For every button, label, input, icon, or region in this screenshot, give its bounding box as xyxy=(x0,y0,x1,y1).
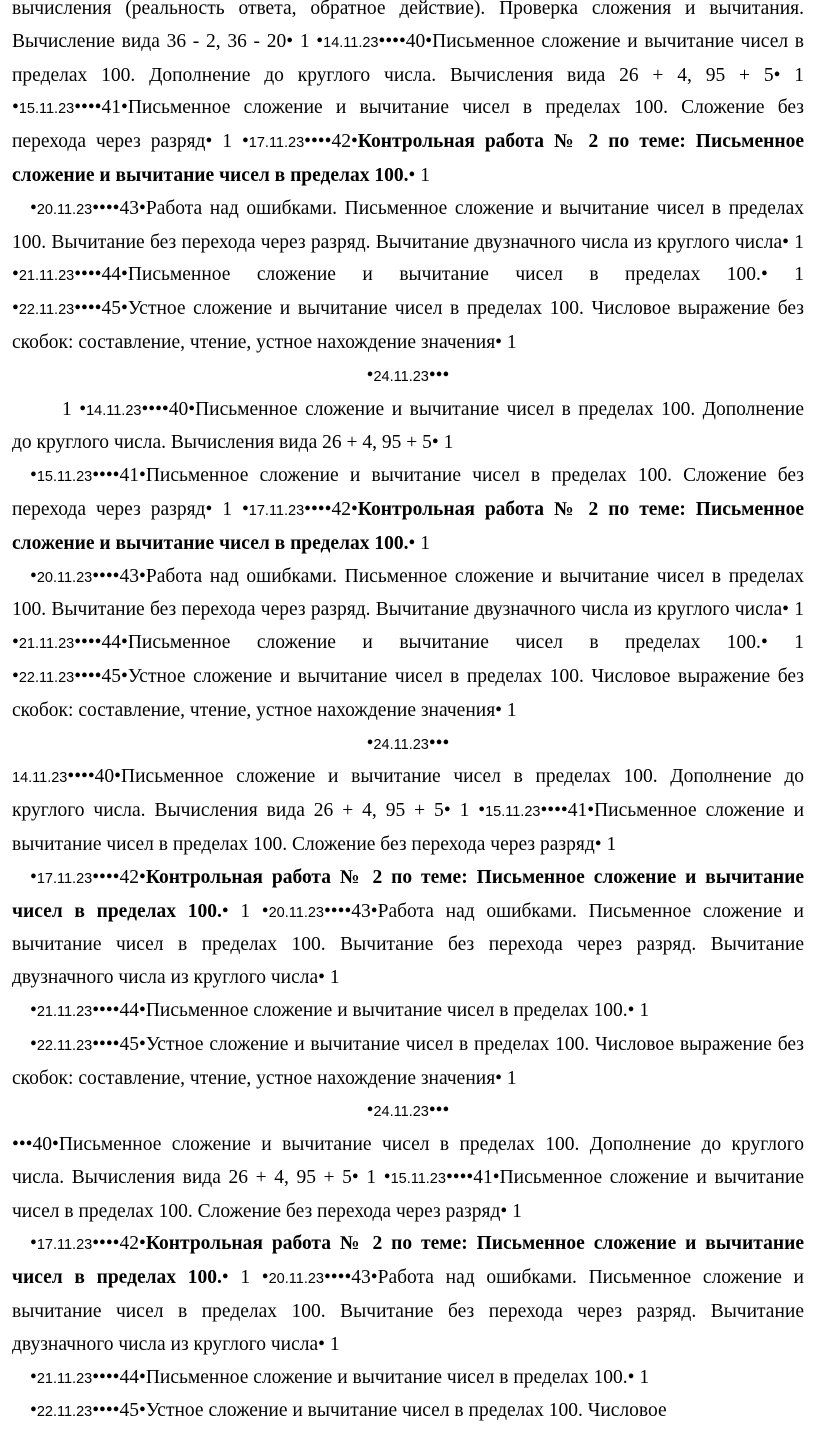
lesson-topic: Письменное сложение и вычитание чисел в пределах 100. Дополнение до круглого числа. Вычисления вида 26 + 4, 95 + 5 xyxy=(12,766,804,822)
lesson-topic: Письменное сложение и вычитание чисел в пределах 100. Дополнение до круглого числа. Вычисления вида 26 + 4, 95 + 5 xyxy=(12,398,805,454)
bullet-separator: • xyxy=(366,732,374,754)
lesson-date: 20.11.23 xyxy=(36,569,93,586)
lesson-date: 24.11.23 xyxy=(373,368,429,385)
bullet-separator: • xyxy=(30,565,37,587)
lesson-date: 15.11.23 xyxy=(18,101,75,118)
bullet-separator: • 1 xyxy=(408,532,430,554)
lesson-date: 22.11.23 xyxy=(36,1037,93,1054)
bullet-separator: • xyxy=(30,1400,37,1422)
lesson-date: 14.11.23 xyxy=(86,402,142,419)
lesson-plan-paragraph xyxy=(12,1129,804,1429)
closing-line xyxy=(12,1095,804,1129)
bullet-separator: • xyxy=(366,364,374,386)
lesson-date: 15.11.23 xyxy=(485,804,541,821)
bullet-separator: • 1 xyxy=(495,1067,517,1089)
bullet-separator: • 1 • xyxy=(351,1166,391,1188)
bullet-separator: • 1 • xyxy=(12,264,804,320)
lesson-number: ••••42• xyxy=(92,1233,146,1255)
lesson-date: 22.11.23 xyxy=(18,669,75,686)
lesson-date: 15.11.23 xyxy=(390,1170,446,1187)
bullet-separator: • 1 • xyxy=(12,64,804,119)
bullet-separator: • 1 xyxy=(495,331,517,353)
lesson-number: ••••41• xyxy=(445,1166,500,1188)
lesson-number: ••••41• xyxy=(540,800,595,822)
bullet-separator: • 1 • xyxy=(286,30,324,52)
lesson-topic: Письменное сложение и вычитание чисел в пределах 100. Сложение без перехода через разряд xyxy=(12,1166,804,1222)
bullet-separator: • xyxy=(30,866,37,888)
lesson-date: 24.11.23 xyxy=(373,1104,429,1121)
bullet-separator: • 1 xyxy=(627,1366,650,1388)
lesson-date: 14.11.23 xyxy=(323,34,379,51)
lesson-date: 17.11.23 xyxy=(248,502,305,519)
lesson-date: 14.11.23 xyxy=(12,770,68,787)
bullet-separator: • 1 • xyxy=(12,231,804,286)
bullet-separator: • xyxy=(30,999,37,1021)
lesson-number: ••••44• xyxy=(74,264,128,286)
lesson-topic-test: Контрольная работа № 2 по теме: Письменное сложение и вычитание чисел в пределах 100. xyxy=(12,866,804,922)
lesson-number: ••••45• xyxy=(92,1400,146,1422)
lesson-topic: Письменное сложение и вычитание чисел в пределах 100. xyxy=(127,632,761,654)
lesson-topic: Работа над ошибками. Письменное сложение и вычитание чисел в пределах 100. Вычитание без перехода через разряд. Вычитание двузначного числа из круглого числа xyxy=(12,565,804,621)
lesson-number: •••40• xyxy=(12,1134,59,1156)
bullet-separator: • xyxy=(30,1033,37,1055)
bullet-separator: • 1 • xyxy=(205,131,249,153)
lesson-topic: Устное сложение и вычитание чисел в пределах 100. Числовое выражение без скобок: составление, чтение, устное нахождение значения xyxy=(12,298,804,353)
lesson-date: 15.11.23 xyxy=(36,469,93,486)
lesson-topic: Устное сложение и вычитание чисел в пределах 100. Числовое выражение без скобок: составление, чтение, устное нахождение значения xyxy=(12,665,804,721)
lesson-topic: Письменное сложение и вычитание чисел в пределах 100. xyxy=(127,264,761,286)
lesson-date: 24.11.23 xyxy=(373,736,429,753)
lesson-topic: Устное сложение и вычитание чисел в пределах 100. Числовое xyxy=(145,1400,667,1422)
lesson-number: ••••40• xyxy=(67,766,122,788)
bullet-separator: • xyxy=(30,1233,37,1255)
bullet-separator: • 1 xyxy=(594,833,617,855)
lesson-number: ••••44• xyxy=(92,999,146,1021)
lesson-topic: Письменное сложение и вычитание чисел в пределах 100. Дополнение до круглого числа. Вычисления вида 26 + 4, 95 + 5 xyxy=(12,30,805,86)
lesson-date: 21.11.23 xyxy=(36,1003,93,1020)
lesson-number: ••••43• xyxy=(323,1267,378,1289)
lesson-topic: Письменное сложение и вычитание чисел в пределах 100. Дополнение до круглого числа. Вычисления вида 26 + 4, 95 + 5 xyxy=(12,1134,804,1188)
lesson-number: ••••43• xyxy=(323,900,378,922)
lesson-number: ••••43• xyxy=(92,565,146,587)
lesson-date: 22.11.23 xyxy=(36,1404,93,1421)
intro-text: вычисления (реальность ответа, обратное действие). Проверка сложения и вычитания. Вычисление вида 36 - 2, 36 - 20 xyxy=(12,0,804,52)
lesson-date: 20.11.23 xyxy=(268,1271,324,1288)
lesson-topic-test: Контрольная работа № 2 по теме: Письменное сложение и вычитание чисел в пределах 100. xyxy=(12,1233,804,1289)
lesson-topic: Работа над ошибками. Письменное сложение и вычитание чисел в пределах 100. Вычитание без перехода через разряд. Вычитание двузначного числа из круглого числа xyxy=(12,1267,804,1355)
lesson-number: ••••44• xyxy=(74,632,128,654)
lesson-topic: Работа над ошибками. Письменное сложение и вычитание чисел в пределах 100. Вычитание без перехода через разряд. Вычитание двузначного числа из круглого числа xyxy=(12,197,804,253)
bullet-separator: • 1 • xyxy=(12,599,804,654)
lesson-date: 22.11.23 xyxy=(18,302,75,319)
lesson-date: 21.11.23 xyxy=(36,1370,93,1387)
bullet-separator: • 1 xyxy=(318,1333,340,1355)
bullet-separator: • 1 xyxy=(627,999,650,1021)
lesson-number: ••••45• xyxy=(74,298,128,320)
lesson-topic: Письменное сложение и вычитание чисел в пределах 100. Сложение без перехода через разряд xyxy=(12,97,804,153)
lesson-number: ••••40• xyxy=(141,398,196,420)
lesson-date: 17.11.23 xyxy=(36,870,93,887)
lesson-topic: Работа над ошибками. Письменное сложение и вычитание чисел в пределах 100. Вычитание без перехода через разряд. Вычитание двузначного числа из круглого числа xyxy=(12,900,804,989)
lesson-topic-test: Контрольная работа № 2 по теме: Письменное сложение и вычитание чисел в пределах 100. xyxy=(12,498,804,554)
bullet-separator: ••• xyxy=(428,732,450,754)
bullet-separator: ••• xyxy=(428,364,450,386)
bullet-separator: • 1 • xyxy=(221,900,269,922)
bullet-separator: ••• xyxy=(428,1100,450,1122)
lesson-number: ••••43• xyxy=(92,197,146,219)
lesson-plan-paragraph xyxy=(12,0,804,394)
bullet-separator: • 1 • xyxy=(12,632,804,687)
bullet-separator: • 1 • xyxy=(205,498,249,520)
lesson-number: ••••40• xyxy=(378,30,433,52)
lesson-number: ••••45• xyxy=(74,665,128,687)
bullet-separator: • 1 xyxy=(318,967,340,989)
lesson-topic: Письменное сложение и вычитание чисел в пределах 100. Сложение без перехода через разряд xyxy=(12,465,804,520)
lesson-date: 21.11.23 xyxy=(18,268,75,285)
closing-line xyxy=(12,360,804,394)
bullet-separator: • 1 • xyxy=(221,1267,269,1289)
bullet-separator: • xyxy=(366,1100,374,1122)
lesson-number: ••••44• xyxy=(92,1366,146,1388)
lesson-topic: Письменное сложение и вычитание чисел в пределах 100. Сложение без перехода через разряд xyxy=(12,800,805,855)
lesson-date: 20.11.23 xyxy=(268,904,324,921)
bullet-separator: • xyxy=(30,465,37,487)
bullet-separator: • xyxy=(30,1366,37,1388)
lesson-topic-test: Контрольная работа № 2 по теме: Письменное сложение и вычитание чисел в пределах 100. xyxy=(12,131,804,186)
lesson-number: ••••41• xyxy=(92,465,146,487)
closing-line xyxy=(12,728,804,762)
bullet-separator: • 1 xyxy=(495,699,517,721)
lesson-topic: Устное сложение и вычитание чисел в пределах 100. Числовое выражение без скобок: составление, чтение, устное нахождение значения xyxy=(12,1033,804,1089)
lesson-date: 20.11.23 xyxy=(36,201,93,218)
bullet-separator: • xyxy=(30,197,37,219)
lesson-number: ••••42• xyxy=(304,131,358,153)
bullet-separator: • 1 • xyxy=(443,800,486,822)
lesson-date: 17.11.23 xyxy=(36,1237,93,1254)
lesson-plan-paragraph xyxy=(12,394,804,762)
lesson-plan-paragraph xyxy=(12,761,804,1129)
lesson-date: 21.11.23 xyxy=(18,636,75,653)
lesson-number: ••••45• xyxy=(92,1033,146,1055)
bullet-separator: • 1 xyxy=(431,432,454,454)
lesson-topic: Письменное сложение и вычитание чисел в пределах 100. xyxy=(145,1366,628,1388)
bullet-separator: • 1 xyxy=(408,164,430,186)
lesson-number: ••••41• xyxy=(74,97,128,119)
bullet-separator: • 1 xyxy=(500,1200,522,1222)
lesson-topic: Письменное сложение и вычитание чисел в пределах 100. xyxy=(145,999,628,1021)
lesson-number: ••••42• xyxy=(92,866,146,888)
lesson-date: 17.11.23 xyxy=(248,135,305,152)
lesson-number: ••••42• xyxy=(304,498,358,520)
bullet-separator: 1 • xyxy=(62,398,87,420)
